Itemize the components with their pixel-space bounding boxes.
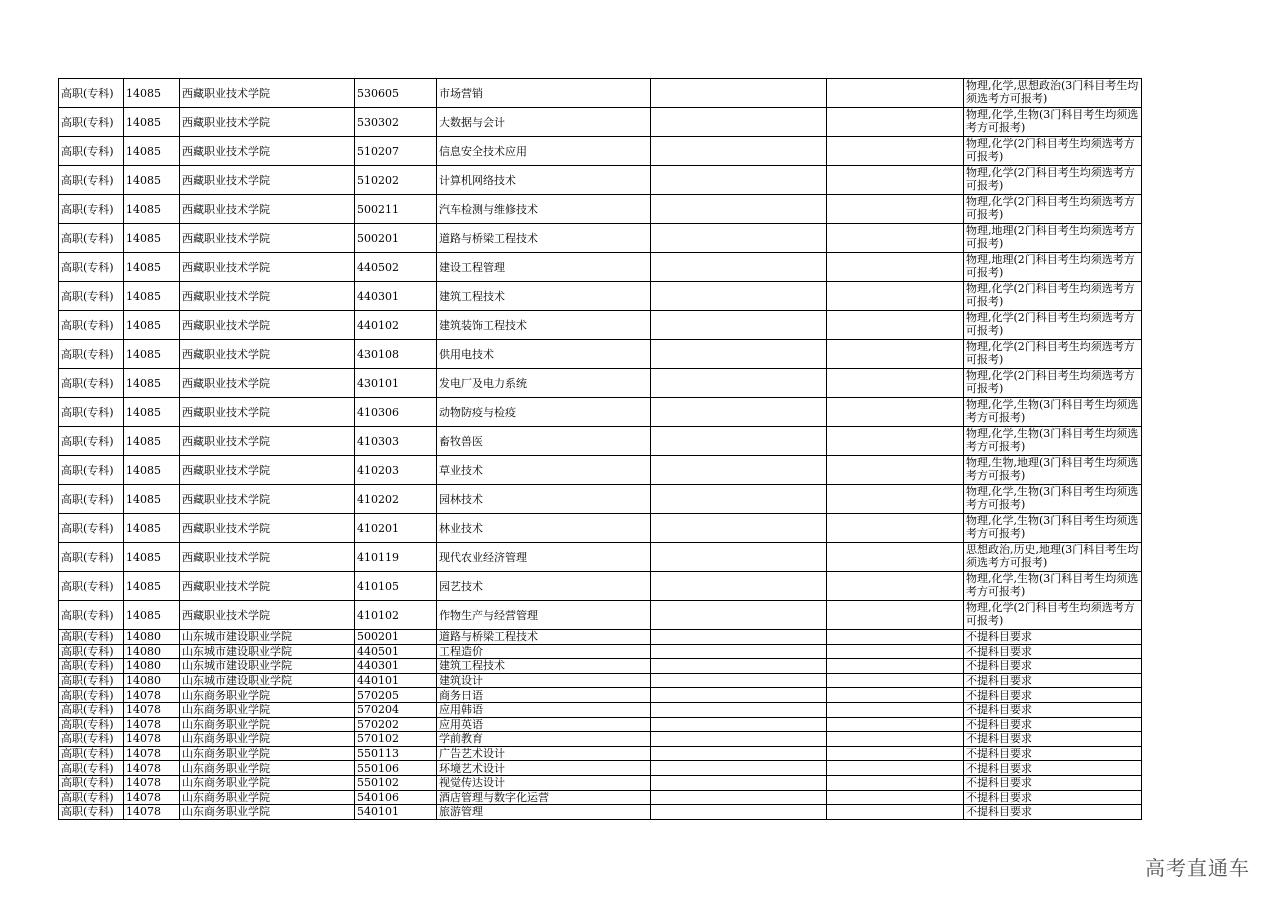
- school-name-cell: 山东城市建设职业学院: [180, 630, 355, 645]
- empty-cell: [827, 644, 964, 659]
- level-cell: 高职(专科): [59, 702, 124, 717]
- major-code-cell: 570204: [355, 702, 437, 717]
- table-row: [59, 369, 1142, 398]
- school-code-cell: 14085: [124, 282, 180, 311]
- table-row: [59, 732, 1142, 747]
- school-name-cell: 西藏职业技术学院: [180, 311, 355, 340]
- school-code-cell: 14078: [124, 746, 180, 761]
- empty-cell: [827, 790, 964, 805]
- empty-cell: [651, 253, 827, 282]
- subject-requirement-cell: 不提科目要求: [964, 688, 1142, 703]
- major-name-cell: 学前教育: [437, 732, 651, 747]
- school-name-cell: 西藏职业技术学院: [180, 485, 355, 514]
- school-code-cell: 14085: [124, 79, 180, 108]
- school-code-cell: 14085: [124, 311, 180, 340]
- subject-requirement-cell: 物理,化学(2门科目考生均须选考方可报考): [964, 137, 1142, 166]
- major-name-cell: 计算机网络技术: [437, 166, 651, 195]
- school-name-cell: 西藏职业技术学院: [180, 282, 355, 311]
- level-cell: 高职(专科): [59, 732, 124, 747]
- school-name-cell: 西藏职业技术学院: [180, 195, 355, 224]
- major-code-cell: 540101: [355, 805, 437, 820]
- subject-requirement-cell: 不提科目要求: [964, 732, 1142, 747]
- empty-cell: [651, 427, 827, 456]
- major-name-cell: 市场营销: [437, 79, 651, 108]
- empty-cell: [827, 253, 964, 282]
- empty-cell: [651, 688, 827, 703]
- empty-cell: [827, 456, 964, 485]
- subject-requirement-cell: 物理,化学,生物(3门科目考生均须选考方可报考): [964, 572, 1142, 601]
- subject-requirement-cell: 不提科目要求: [964, 717, 1142, 732]
- empty-cell: [827, 311, 964, 340]
- school-name-cell: 西藏职业技术学院: [180, 601, 355, 630]
- table-row: [59, 805, 1142, 820]
- empty-cell: [651, 732, 827, 747]
- empty-cell: [651, 659, 827, 674]
- subject-requirement-cell: 物理,化学(2门科目考生均须选考方可报考): [964, 282, 1142, 311]
- empty-cell: [651, 195, 827, 224]
- school-code-cell: 14078: [124, 775, 180, 790]
- major-name-cell: 环境艺术设计: [437, 761, 651, 776]
- table-row: [59, 166, 1142, 195]
- empty-cell: [651, 485, 827, 514]
- school-name-cell: 西藏职业技术学院: [180, 427, 355, 456]
- major-name-cell: 应用韩语: [437, 702, 651, 717]
- table-row: [59, 340, 1142, 369]
- level-cell: 高职(专科): [59, 659, 124, 674]
- empty-cell: [827, 282, 964, 311]
- school-name-cell: 山东商务职业学院: [180, 790, 355, 805]
- major-code-cell: 410119: [355, 543, 437, 572]
- level-cell: 高职(专科): [59, 543, 124, 572]
- major-code-cell: 500201: [355, 224, 437, 253]
- subject-requirement-cell: 不提科目要求: [964, 673, 1142, 688]
- empty-cell: [651, 514, 827, 543]
- school-code-cell: 14085: [124, 253, 180, 282]
- school-name-cell: 山东商务职业学院: [180, 688, 355, 703]
- major-code-cell: 440101: [355, 673, 437, 688]
- level-cell: 高职(专科): [59, 195, 124, 224]
- empty-cell: [827, 688, 964, 703]
- school-name-cell: 西藏职业技术学院: [180, 166, 355, 195]
- empty-cell: [827, 166, 964, 195]
- major-name-cell: 作物生产与经营管理: [437, 601, 651, 630]
- major-name-cell: 建筑设计: [437, 673, 651, 688]
- school-name-cell: 山东商务职业学院: [180, 702, 355, 717]
- school-name-cell: 西藏职业技术学院: [180, 137, 355, 166]
- level-cell: 高职(专科): [59, 717, 124, 732]
- school-code-cell: 14085: [124, 224, 180, 253]
- major-name-cell: 发电厂及电力系统: [437, 369, 651, 398]
- major-code-cell: 440301: [355, 282, 437, 311]
- table-row: [59, 790, 1142, 805]
- major-name-cell: 商务日语: [437, 688, 651, 703]
- school-code-cell: 14080: [124, 630, 180, 645]
- school-code-cell: 14085: [124, 601, 180, 630]
- school-code-cell: 14080: [124, 659, 180, 674]
- school-code-cell: 14078: [124, 717, 180, 732]
- empty-cell: [827, 514, 964, 543]
- major-code-cell: 570202: [355, 717, 437, 732]
- school-code-cell: 14085: [124, 543, 180, 572]
- empty-cell: [827, 195, 964, 224]
- level-cell: 高职(专科): [59, 514, 124, 543]
- table-row: [59, 311, 1142, 340]
- level-cell: 高职(专科): [59, 761, 124, 776]
- school-code-cell: 14085: [124, 369, 180, 398]
- table-row: [59, 543, 1142, 572]
- major-name-cell: 大数据与会计: [437, 108, 651, 137]
- school-code-cell: 14085: [124, 514, 180, 543]
- major-code-cell: 440102: [355, 311, 437, 340]
- subject-requirement-cell: 不提科目要求: [964, 761, 1142, 776]
- level-cell: 高职(专科): [59, 456, 124, 485]
- major-name-cell: 信息安全技术应用: [437, 137, 651, 166]
- major-code-cell: 440501: [355, 644, 437, 659]
- subject-requirement-cell: 不提科目要求: [964, 644, 1142, 659]
- level-cell: 高职(专科): [59, 224, 124, 253]
- subject-requirement-cell: 物理,地理(2门科目考生均须选考方可报考): [964, 224, 1142, 253]
- empty-cell: [827, 673, 964, 688]
- major-name-cell: 旅游管理: [437, 805, 651, 820]
- empty-cell: [651, 224, 827, 253]
- admission-requirements-table: [58, 78, 1142, 820]
- empty-cell: [827, 805, 964, 820]
- major-code-cell: 440301: [355, 659, 437, 674]
- empty-cell: [827, 485, 964, 514]
- major-code-cell: 570205: [355, 688, 437, 703]
- table-row: [59, 224, 1142, 253]
- empty-cell: [651, 79, 827, 108]
- empty-cell: [827, 340, 964, 369]
- major-name-cell: 草业技术: [437, 456, 651, 485]
- subject-requirement-cell: 不提科目要求: [964, 805, 1142, 820]
- table-row: [59, 702, 1142, 717]
- level-cell: 高职(专科): [59, 427, 124, 456]
- empty-cell: [827, 717, 964, 732]
- empty-cell: [827, 601, 964, 630]
- major-name-cell: 汽车检测与维修技术: [437, 195, 651, 224]
- empty-cell: [651, 369, 827, 398]
- subject-requirement-cell: 物理,化学(2门科目考生均须选考方可报考): [964, 601, 1142, 630]
- empty-cell: [827, 543, 964, 572]
- subject-requirement-cell: 物理,化学,生物(3门科目考生均须选考方可报考): [964, 514, 1142, 543]
- subject-requirement-cell: 物理,化学(2门科目考生均须选考方可报考): [964, 195, 1142, 224]
- school-name-cell: 山东商务职业学院: [180, 775, 355, 790]
- level-cell: 高职(专科): [59, 282, 124, 311]
- level-cell: 高职(专科): [59, 253, 124, 282]
- level-cell: 高职(专科): [59, 572, 124, 601]
- major-code-cell: 410303: [355, 427, 437, 456]
- subject-requirement-cell: 不提科目要求: [964, 659, 1142, 674]
- level-cell: 高职(专科): [59, 485, 124, 514]
- empty-cell: [827, 659, 964, 674]
- major-name-cell: 道路与桥梁工程技术: [437, 224, 651, 253]
- school-name-cell: 西藏职业技术学院: [180, 224, 355, 253]
- level-cell: 高职(专科): [59, 673, 124, 688]
- major-code-cell: 550102: [355, 775, 437, 790]
- table-row: [59, 137, 1142, 166]
- watermark: 高考直通车: [1145, 856, 1250, 880]
- major-code-cell: 430108: [355, 340, 437, 369]
- empty-cell: [651, 456, 827, 485]
- major-name-cell: 园林技术: [437, 485, 651, 514]
- table-row: [59, 108, 1142, 137]
- school-code-cell: 14080: [124, 644, 180, 659]
- school-code-cell: 14078: [124, 688, 180, 703]
- table-row: [59, 456, 1142, 485]
- subject-requirement-cell: 物理,化学,生物(3门科目考生均须选考方可报考): [964, 485, 1142, 514]
- empty-cell: [651, 311, 827, 340]
- school-code-cell: 14078: [124, 805, 180, 820]
- school-code-cell: 14085: [124, 166, 180, 195]
- level-cell: 高职(专科): [59, 137, 124, 166]
- table-row: [59, 746, 1142, 761]
- major-code-cell: 410102: [355, 601, 437, 630]
- empty-cell: [651, 166, 827, 195]
- subject-requirement-cell: 不提科目要求: [964, 746, 1142, 761]
- empty-cell: [651, 543, 827, 572]
- table-row: [59, 688, 1142, 703]
- major-code-cell: 530302: [355, 108, 437, 137]
- empty-cell: [827, 79, 964, 108]
- school-name-cell: 山东城市建设职业学院: [180, 644, 355, 659]
- table-row: [59, 485, 1142, 514]
- level-cell: 高职(专科): [59, 340, 124, 369]
- empty-cell: [827, 630, 964, 645]
- empty-cell: [651, 717, 827, 732]
- empty-cell: [651, 398, 827, 427]
- subject-requirement-cell: 物理,化学(2门科目考生均须选考方可报考): [964, 166, 1142, 195]
- major-code-cell: 510202: [355, 166, 437, 195]
- table-row: [59, 572, 1142, 601]
- table-row: [59, 761, 1142, 776]
- major-name-cell: 酒店管理与数字化运营: [437, 790, 651, 805]
- major-name-cell: 现代农业经济管理: [437, 543, 651, 572]
- subject-requirement-cell: 物理,化学,生物(3门科目考生均须选考方可报考): [964, 108, 1142, 137]
- level-cell: 高职(专科): [59, 775, 124, 790]
- empty-cell: [827, 108, 964, 137]
- table-row: [59, 601, 1142, 630]
- school-code-cell: 14080: [124, 673, 180, 688]
- school-name-cell: 西藏职业技术学院: [180, 253, 355, 282]
- table-row: [59, 659, 1142, 674]
- school-name-cell: 山东商务职业学院: [180, 761, 355, 776]
- table-row: [59, 717, 1142, 732]
- major-name-cell: 建筑工程技术: [437, 659, 651, 674]
- major-name-cell: 建设工程管理: [437, 253, 651, 282]
- empty-cell: [827, 224, 964, 253]
- empty-cell: [827, 398, 964, 427]
- table-row: [59, 253, 1142, 282]
- empty-cell: [651, 630, 827, 645]
- subject-requirement-cell: 不提科目要求: [964, 702, 1142, 717]
- school-name-cell: 山东城市建设职业学院: [180, 659, 355, 674]
- major-name-cell: 应用英语: [437, 717, 651, 732]
- empty-cell: [651, 775, 827, 790]
- level-cell: 高职(专科): [59, 746, 124, 761]
- school-code-cell: 14085: [124, 572, 180, 601]
- empty-cell: [651, 673, 827, 688]
- major-code-cell: 430101: [355, 369, 437, 398]
- school-name-cell: 山东商务职业学院: [180, 805, 355, 820]
- school-code-cell: 14085: [124, 485, 180, 514]
- subject-requirement-cell: 不提科目要求: [964, 790, 1142, 805]
- school-name-cell: 山东商务职业学院: [180, 717, 355, 732]
- major-name-cell: 工程造价: [437, 644, 651, 659]
- level-cell: 高职(专科): [59, 369, 124, 398]
- empty-cell: [651, 572, 827, 601]
- major-code-cell: 440502: [355, 253, 437, 282]
- school-code-cell: 14085: [124, 427, 180, 456]
- school-name-cell: 山东城市建设职业学院: [180, 673, 355, 688]
- major-code-cell: 410201: [355, 514, 437, 543]
- empty-cell: [651, 601, 827, 630]
- empty-cell: [827, 572, 964, 601]
- major-name-cell: 畜牧兽医: [437, 427, 651, 456]
- level-cell: 高职(专科): [59, 108, 124, 137]
- empty-cell: [651, 790, 827, 805]
- major-code-cell: 410105: [355, 572, 437, 601]
- table-row: [59, 514, 1142, 543]
- school-code-cell: 14085: [124, 398, 180, 427]
- empty-cell: [651, 108, 827, 137]
- school-name-cell: 山东商务职业学院: [180, 746, 355, 761]
- empty-cell: [651, 805, 827, 820]
- table-row: [59, 282, 1142, 311]
- major-code-cell: 540106: [355, 790, 437, 805]
- school-name-cell: 西藏职业技术学院: [180, 398, 355, 427]
- empty-cell: [651, 644, 827, 659]
- school-code-cell: 14085: [124, 456, 180, 485]
- empty-cell: [827, 746, 964, 761]
- subject-requirement-cell: 物理,地理(2门科目考生均须选考方可报考): [964, 253, 1142, 282]
- school-name-cell: 西藏职业技术学院: [180, 369, 355, 398]
- major-code-cell: 550113: [355, 746, 437, 761]
- empty-cell: [827, 427, 964, 456]
- subject-requirement-cell: 物理,化学(2门科目考生均须选考方可报考): [964, 311, 1142, 340]
- empty-cell: [827, 137, 964, 166]
- major-code-cell: 570102: [355, 732, 437, 747]
- empty-cell: [827, 761, 964, 776]
- subject-requirement-cell: 思想政治,历史,地理(3门科目考生均须选考方可报考): [964, 543, 1142, 572]
- empty-cell: [827, 732, 964, 747]
- empty-cell: [651, 702, 827, 717]
- major-code-cell: 530605: [355, 79, 437, 108]
- major-code-cell: 500211: [355, 195, 437, 224]
- major-code-cell: 550106: [355, 761, 437, 776]
- school-code-cell: 14078: [124, 761, 180, 776]
- major-code-cell: 500201: [355, 630, 437, 645]
- empty-cell: [827, 775, 964, 790]
- level-cell: 高职(专科): [59, 311, 124, 340]
- subject-requirement-cell: 不提科目要求: [964, 775, 1142, 790]
- major-code-cell: 410203: [355, 456, 437, 485]
- table-row: [59, 673, 1142, 688]
- subject-requirement-cell: 物理,化学,生物(3门科目考生均须选考方可报考): [964, 427, 1142, 456]
- major-name-cell: 林业技术: [437, 514, 651, 543]
- major-code-cell: 410202: [355, 485, 437, 514]
- table-body: [59, 79, 1142, 820]
- major-code-cell: 510207: [355, 137, 437, 166]
- level-cell: 高职(专科): [59, 790, 124, 805]
- empty-cell: [827, 369, 964, 398]
- subject-requirement-cell: 物理,生物,地理(3门科目考生均须选考方可报考): [964, 456, 1142, 485]
- empty-cell: [651, 761, 827, 776]
- school-code-cell: 14085: [124, 137, 180, 166]
- table-row: [59, 630, 1142, 645]
- level-cell: 高职(专科): [59, 644, 124, 659]
- table-row: [59, 79, 1142, 108]
- school-code-cell: 14078: [124, 790, 180, 805]
- major-name-cell: 道路与桥梁工程技术: [437, 630, 651, 645]
- subject-requirement-cell: 物理,化学(2门科目考生均须选考方可报考): [964, 340, 1142, 369]
- school-name-cell: 西藏职业技术学院: [180, 543, 355, 572]
- school-name-cell: 西藏职业技术学院: [180, 456, 355, 485]
- level-cell: 高职(专科): [59, 79, 124, 108]
- school-code-cell: 14078: [124, 702, 180, 717]
- subject-requirement-cell: 物理,化学,生物(3门科目考生均须选考方可报考): [964, 398, 1142, 427]
- table-row: [59, 644, 1142, 659]
- level-cell: 高职(专科): [59, 688, 124, 703]
- table-row: [59, 195, 1142, 224]
- school-name-cell: 西藏职业技术学院: [180, 108, 355, 137]
- table-row: [59, 775, 1142, 790]
- level-cell: 高职(专科): [59, 601, 124, 630]
- major-name-cell: 建筑装饰工程技术: [437, 311, 651, 340]
- table-row: [59, 398, 1142, 427]
- school-name-cell: 西藏职业技术学院: [180, 79, 355, 108]
- empty-cell: [827, 702, 964, 717]
- school-code-cell: 14085: [124, 108, 180, 137]
- empty-cell: [651, 340, 827, 369]
- school-name-cell: 西藏职业技术学院: [180, 514, 355, 543]
- school-name-cell: 西藏职业技术学院: [180, 340, 355, 369]
- subject-requirement-cell: 物理,化学(2门科目考生均须选考方可报考): [964, 369, 1142, 398]
- level-cell: 高职(专科): [59, 630, 124, 645]
- school-code-cell: 14078: [124, 732, 180, 747]
- empty-cell: [651, 137, 827, 166]
- major-name-cell: 视觉传达设计: [437, 775, 651, 790]
- subject-requirement-cell: 不提科目要求: [964, 630, 1142, 645]
- major-name-cell: 建筑工程技术: [437, 282, 651, 311]
- school-code-cell: 14085: [124, 340, 180, 369]
- major-name-cell: 供用电技术: [437, 340, 651, 369]
- major-name-cell: 广告艺术设计: [437, 746, 651, 761]
- table-row: [59, 427, 1142, 456]
- level-cell: 高职(专科): [59, 805, 124, 820]
- major-name-cell: 园艺技术: [437, 572, 651, 601]
- empty-cell: [651, 282, 827, 311]
- level-cell: 高职(专科): [59, 166, 124, 195]
- level-cell: 高职(专科): [59, 398, 124, 427]
- school-name-cell: 山东商务职业学院: [180, 732, 355, 747]
- major-name-cell: 动物防疫与检疫: [437, 398, 651, 427]
- school-name-cell: 西藏职业技术学院: [180, 572, 355, 601]
- empty-cell: [651, 746, 827, 761]
- major-code-cell: 410306: [355, 398, 437, 427]
- subject-requirement-cell: 物理,化学,思想政治(3门科目考生均须选考方可报考): [964, 79, 1142, 108]
- school-code-cell: 14085: [124, 195, 180, 224]
